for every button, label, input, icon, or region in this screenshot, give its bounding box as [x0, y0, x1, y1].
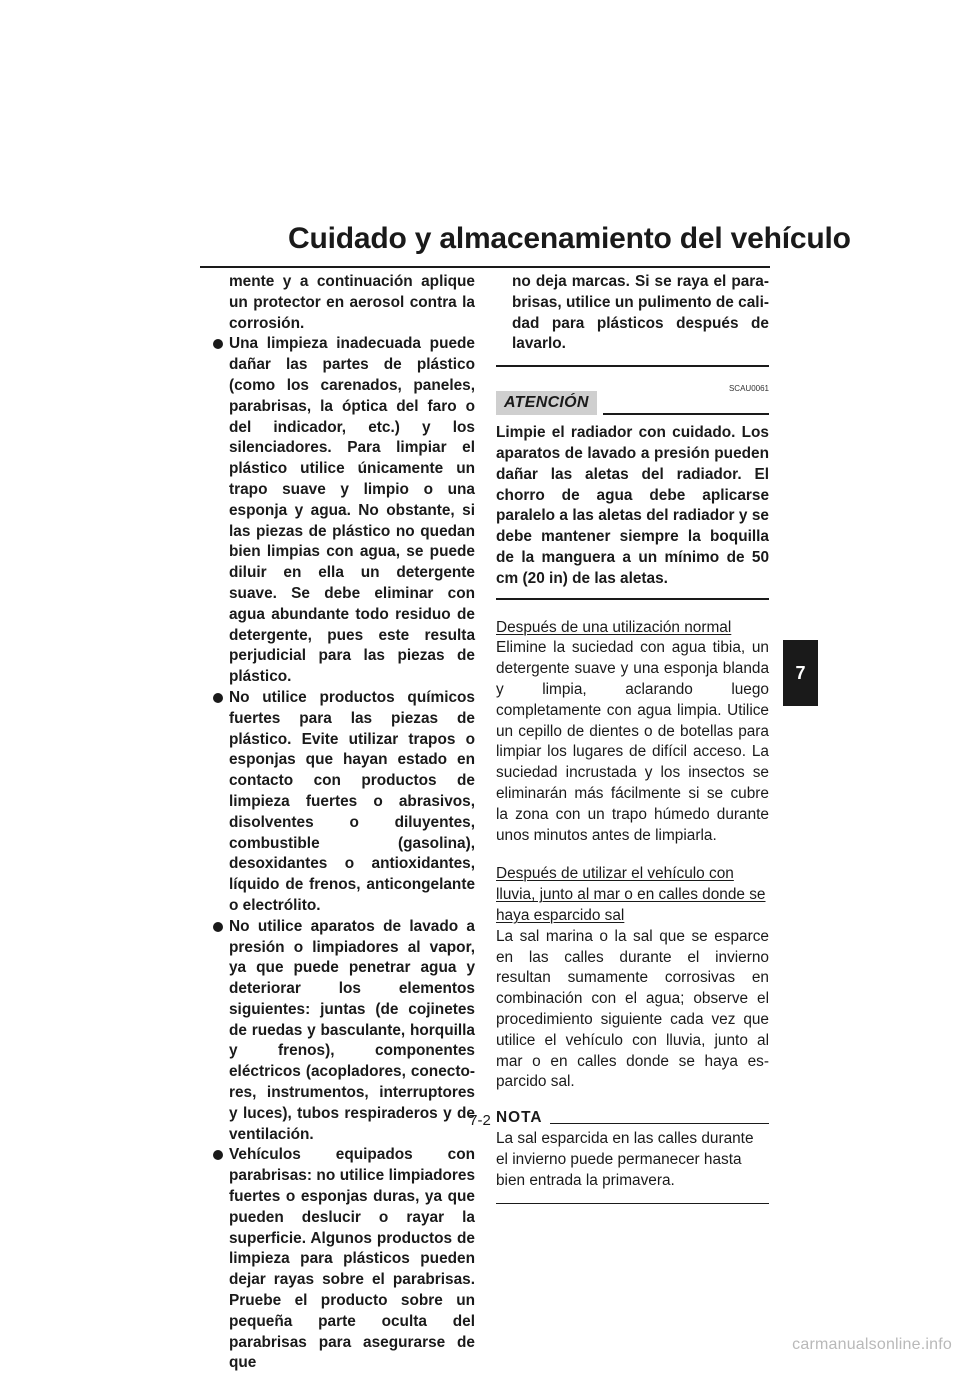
section-title — [496, 618, 769, 639]
continuation-text: mente y a continuación aplique un protector en aerosol contra la corrosión. — [229, 273, 475, 332]
bullet-text: Vehículos equipados con parabrisas: no utilice limpiadores fuertes o esponjas duras, ya que pueden deslucir o rayar la superficie. Algunos productos de limpieza para plásticos pueden dejar rayas sobre el parabrisas. Pruebe el producto sobre un pequeña parte oculta del parabrisas para asegurarse de que — [229, 1146, 475, 1372]
section-title-text: Después de una utilización normal — [496, 618, 732, 636]
title-rule — [200, 266, 770, 268]
section-title-text: Después de utilizar el vehículo con lluvia, junto al mar o en calles donde se haya esparcido sal — [496, 865, 766, 924]
section-text: Elimine la suciedad con agua tibia, un detergente suave y una esponja blanda y limpia, aclarando luego completamente con agua limpia. Utilice un cepillo de dientes o de botellas para limpiar los lugares de difícil acceso. La suciedad incrustada y los insectos se eliminarán más fácilmente si se cubre la zona con un trapo húmedo durante unos minutos antes de limpiarla. — [496, 639, 769, 844]
chapter-tab: 7 — [783, 640, 818, 706]
bullet-item — [213, 688, 475, 917]
bullet-icon — [213, 1150, 223, 1160]
note-text: La sal esparcida en las calles durante el invierno puede permanecer hasta bien entrada la primavera. — [496, 1130, 754, 1189]
bullet-item — [213, 334, 475, 688]
note-bottom-rule — [496, 1203, 769, 1204]
watermark: carmanualsonline.info — [792, 1336, 952, 1353]
bullet-icon — [213, 922, 223, 932]
caution-header — [496, 391, 769, 415]
page-number: 7-2 — [469, 1112, 491, 1129]
note-label: NOTA — [496, 1109, 543, 1127]
caution-top-rule — [496, 365, 769, 367]
section-title — [496, 864, 769, 926]
caution-label: ATENCIÓN — [496, 391, 597, 415]
bullet-text: No utilice productos químicos fuertes para las piezas de plástico. Evite utilizar trapos o esponjas que hayan estado en contacto con productos de limpieza fuertes o abrasivos, disolventes o diluyentes, combustible (gasolina), desoxidantes o antioxidantes, líquido de frenos, anticongelante o electrólito. — [229, 688, 475, 914]
caution-code: SCAU0061 — [728, 384, 769, 394]
right-column — [496, 272, 769, 1204]
caution-text: Limpie el radiador con cuidado. Los aparatos de lavado a presión pueden dañar las aletas del radiador. El chorro de agua debe aplicarse paralelo a las aletas del radiador y se debe mantener siempre la boquilla de la manguera a un mínimo de 50 cm (20 in) de las aletas. — [496, 424, 769, 587]
bullet-item — [213, 1145, 475, 1374]
caution-header-rule — [603, 413, 769, 415]
bullet-text: Una limpieza inadecuada puede dañar las partes de plástico (como los carenados, paneles, parabrisas, la óptica del faro o del indicador, etc.) y los silenciadores. Para limpiar el plástico utilice únicamente un trapo suave y limpio o una esponja y agua. No obstante, si las piezas de plástico no quedan bien limpias con agua, se puede diluir en ella un detergente suave. Se debe eliminar con agua abundante todo residuo de detergente, pues este resulta perjudicial para las piezas de plástico. — [229, 335, 475, 686]
bullet-icon — [213, 339, 223, 349]
bullet-icon — [213, 693, 223, 703]
page-title: Cuidado y almacenamiento del vehículo — [288, 222, 851, 255]
section-text: La sal marina o la sal que se esparce en las calles durante el invierno resultan sumamente corrosivas en combinación con el agua; observe el procedimiento siguiente cada vez que utilice el vehículo con lluvia, junto al mar o en calles donde se haya esparcido sal. — [496, 927, 769, 1091]
bullet-text: No utilice aparatos de lavado a presión o limpiadores al vapor, ya que puede penetrar agua y deteriorar los elementos siguientes: juntas (de cojinetes de ruedas y basculante, horquilla y frenos), componentes eléctricos (acopladores, conectores, instrumentos, interruptores y luces), tubos respiraderos y de ventilación. — [229, 917, 475, 1143]
continuation-text: no deja marcas. Si se raya el parabrisas, utilice un pulimento de calidad para plásticos después de lavarlo. — [512, 273, 769, 353]
left-column — [213, 272, 475, 1374]
caution-bottom-rule — [496, 598, 769, 600]
